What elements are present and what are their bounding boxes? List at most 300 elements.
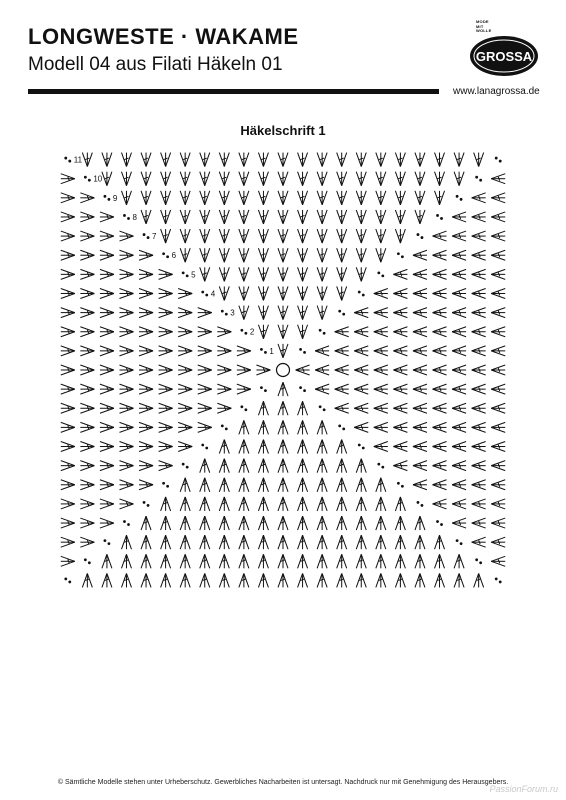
stitch-symbol-left [433, 442, 447, 452]
stitch-symbol-down [395, 153, 405, 167]
stitch-symbol-up [415, 535, 425, 549]
stitch-symbol-right [119, 442, 133, 452]
stitch-symbol-down [258, 153, 268, 167]
stitch-symbol-down [180, 153, 190, 167]
stitch-symbol-down [337, 191, 347, 205]
stitch-symbol-left [452, 365, 466, 375]
stitch-symbol-up [395, 535, 405, 549]
stitch-symbol-up [102, 573, 112, 587]
stitch-symbol-down [239, 306, 249, 320]
stitch-symbol-up [435, 535, 445, 549]
stitch-symbol-down [200, 267, 210, 281]
chain-dot [397, 482, 400, 485]
chain-dot [147, 504, 150, 507]
stitch-symbol-left [433, 461, 447, 471]
stitch-symbol-down [200, 172, 210, 186]
stitch-symbol-up [278, 382, 288, 396]
stitch-symbol-down [239, 172, 249, 186]
stitch-symbol-up [376, 516, 386, 530]
stitch-symbol-right [100, 308, 114, 318]
stitch-symbol-up [121, 554, 131, 568]
chain-dot [338, 424, 341, 427]
stitch-symbol-down [258, 267, 268, 281]
stitch-symbol-up [435, 554, 445, 568]
stitch-symbol-down [200, 191, 210, 205]
stitch-symbol-right [139, 480, 153, 490]
stitch-symbol-up [219, 459, 229, 473]
stitch-symbol-right [100, 499, 114, 509]
stitch-symbol-left [491, 269, 505, 279]
stitch-symbol-up [161, 554, 171, 568]
stitch-symbol-down [356, 153, 366, 167]
stitch-symbol-left [433, 384, 447, 394]
stitch-symbol-down [317, 191, 327, 205]
stitch-symbol-right [80, 193, 94, 203]
stitch-symbol-up [298, 516, 308, 530]
stitch-symbol-left [433, 231, 447, 241]
stitch-symbol-left [491, 480, 505, 490]
brand-tagline-line: MODE [476, 19, 489, 24]
stitch-symbol-up [239, 535, 249, 549]
chain-dot [123, 520, 126, 523]
chain-dot [362, 447, 365, 450]
stitch-symbol-down [395, 172, 405, 186]
stitch-symbol-left [374, 308, 388, 318]
stitch-symbol-left [433, 499, 447, 509]
stitch-symbol-right [119, 288, 133, 298]
chain-dot [358, 291, 361, 294]
chain-dot [182, 463, 185, 466]
stitch-symbol-right [61, 365, 75, 375]
stitch-symbol-right [80, 288, 94, 298]
stitch-symbol-up [180, 516, 190, 530]
chain-dot [475, 558, 478, 561]
stitch-symbol-left [413, 422, 427, 432]
stitch-symbol-down [239, 210, 249, 224]
chain-dot [225, 427, 228, 430]
stitch-symbol-right [159, 403, 173, 413]
stitch-symbol-left [472, 193, 486, 203]
chain-dot [143, 233, 146, 236]
stitch-symbol-down [278, 210, 288, 224]
stitch-symbol-left [491, 308, 505, 318]
brand-url[interactable]: www.lanagrossa.de [453, 86, 540, 97]
stitch-symbol-down [337, 286, 347, 300]
stitch-symbol-down [298, 267, 308, 281]
stitch-symbol-down [102, 172, 112, 186]
stitch-symbol-right [256, 365, 270, 375]
stitch-symbol-left [374, 422, 388, 432]
stitch-symbol-left [452, 461, 466, 471]
stitch-symbol-down [376, 229, 386, 243]
stitch-symbol-right [100, 442, 114, 452]
stitch-symbol-right [80, 327, 94, 337]
stitch-symbol-left [491, 403, 505, 413]
stitch-symbol-down [356, 248, 366, 262]
stitch-symbol-left [452, 499, 466, 509]
stitch-symbol-up [356, 497, 366, 511]
chain-dot [162, 482, 165, 485]
watermark: PassionForum.ru [489, 784, 558, 794]
stitch-symbol-up [239, 459, 249, 473]
stitch-symbol-right [80, 480, 94, 490]
stitch-symbol-up [298, 478, 308, 492]
stitch-symbol-right [80, 403, 94, 413]
header-rule [28, 89, 439, 94]
stitch-symbol-right [61, 403, 75, 413]
chain-dot [401, 255, 404, 258]
stitch-symbol-down [298, 286, 308, 300]
stitch-symbol-left [413, 461, 427, 471]
stitch-symbol-down [161, 229, 171, 243]
stitch-symbol-down [258, 286, 268, 300]
stitch-symbol-up [454, 573, 464, 587]
stitch-symbol-left [472, 499, 486, 509]
stitch-symbol-up [337, 440, 347, 454]
stitch-symbol-up [337, 459, 347, 473]
stitch-symbol-up [278, 573, 288, 587]
stitch-symbol-right [198, 327, 212, 337]
stitch-symbol-up [298, 573, 308, 587]
stitch-symbol-down [278, 248, 288, 262]
stitch-symbol-down [356, 229, 366, 243]
stitch-symbol-right [100, 518, 114, 528]
stitch-symbol-down [376, 172, 386, 186]
stitch-symbol-left [433, 308, 447, 318]
chain-dot [84, 558, 87, 561]
stitch-symbol-up [161, 516, 171, 530]
stitch-symbol-down [395, 210, 405, 224]
chain-dot [499, 581, 502, 584]
stitch-symbol-down [239, 248, 249, 262]
chain-dot [495, 578, 498, 581]
brand-tagline-line: WOLLE [476, 28, 492, 33]
chain-dot [88, 561, 91, 564]
stitch-symbol-left [452, 288, 466, 298]
chain-dot [436, 520, 439, 523]
stitch-symbol-left [393, 288, 407, 298]
chain-dot [338, 310, 341, 313]
chain-dot [264, 389, 267, 392]
stitch-symbol-up [395, 573, 405, 587]
stitch-symbol-down [278, 153, 288, 167]
chain-dot [319, 405, 322, 408]
chain-dot [319, 329, 322, 332]
stitch-symbol-up [356, 535, 366, 549]
stitch-symbol-left [491, 384, 505, 394]
row-number-label: 1 [269, 346, 274, 356]
stitch-symbol-right [198, 403, 212, 413]
stitch-symbol-right [100, 365, 114, 375]
stitch-symbol-left [374, 442, 388, 452]
chain-dot [201, 444, 204, 447]
stitch-symbol-up [376, 497, 386, 511]
stitch-symbol-up [258, 497, 268, 511]
stitch-symbol-left [433, 288, 447, 298]
stitch-symbol-up [278, 459, 288, 473]
stitch-symbol-up [317, 478, 327, 492]
stitch-symbol-down [258, 172, 268, 186]
stitch-symbol-down [121, 191, 131, 205]
stitch-symbol-left [491, 556, 505, 566]
stitch-symbol-down [415, 191, 425, 205]
stitch-symbol-up [141, 554, 151, 568]
chain-dot [108, 542, 111, 545]
stitch-symbol-left [472, 537, 486, 547]
stitch-symbol-left [374, 403, 388, 413]
stitch-symbol-up [278, 535, 288, 549]
stitch-symbol-left [491, 499, 505, 509]
row-number-label: 9 [112, 193, 118, 203]
footer-copyright: © Sämtliche Modelle stehen unter Urheberschutz. Gewerbliches Nacharbeiten ist untersagt. Nachdruck nur mit Genehmigung des Herausgebers. [57, 779, 509, 786]
chain-dot [479, 179, 482, 182]
stitch-symbol-right [237, 365, 251, 375]
stitch-symbol-down [454, 172, 464, 186]
stitch-symbol-up [454, 554, 464, 568]
stitch-symbol-right [119, 231, 133, 241]
stitch-symbol-up [376, 478, 386, 492]
stitch-symbol-down [337, 248, 347, 262]
stitch-symbol-left [452, 231, 466, 241]
stitch-symbol-right [80, 250, 94, 260]
stitch-symbol-down [435, 191, 445, 205]
stitch-symbol-right [61, 174, 75, 184]
stitch-symbol-left [452, 250, 466, 260]
stitch-symbol-down [376, 153, 386, 167]
stitch-symbol-up [180, 497, 190, 511]
stitch-symbol-up [317, 497, 327, 511]
stitch-symbol-down [454, 153, 464, 167]
stitch-symbol-down [219, 172, 229, 186]
stitch-symbol-right [217, 346, 231, 356]
stitch-symbol-up [239, 420, 249, 434]
stitch-symbol-right [139, 384, 153, 394]
stitch-symbol-left [491, 422, 505, 432]
chain-dot [68, 160, 71, 163]
stitch-symbol-down [278, 172, 288, 186]
stitch-symbol-left [393, 384, 407, 394]
stitch-symbol-down [415, 172, 425, 186]
stitch-symbol-up [317, 554, 327, 568]
stitch-symbol-down [161, 191, 171, 205]
chain-dot [260, 348, 263, 351]
chain-dot [186, 274, 189, 277]
stitch-symbol-right [61, 422, 75, 432]
stitch-symbol-right [100, 403, 114, 413]
stitch-symbol-right [198, 365, 212, 375]
stitch-symbol-left [393, 422, 407, 432]
stitch-symbol-down [278, 286, 288, 300]
stitch-symbol-up [356, 459, 366, 473]
stitch-symbol-up [298, 497, 308, 511]
stitch-symbol-left [452, 269, 466, 279]
stitch-symbol-up [278, 497, 288, 511]
stitch-symbol-left [452, 384, 466, 394]
stitch-symbol-up [278, 554, 288, 568]
stitch-symbol-up [337, 516, 347, 530]
stitch-symbol-right [237, 346, 251, 356]
stitch-symbol-down [219, 229, 229, 243]
chain-dot [260, 386, 263, 389]
stitch-symbol-up [258, 459, 268, 473]
stitch-symbol-left [472, 346, 486, 356]
stitch-symbol-right [139, 403, 153, 413]
stitch-symbol-down [298, 210, 308, 224]
stitch-symbol-left [491, 346, 505, 356]
stitch-symbol-up [121, 535, 131, 549]
chain-dot [417, 233, 420, 236]
stitch-symbol-up [474, 573, 484, 587]
stitch-symbol-right [61, 518, 75, 528]
stitch-symbol-right [80, 499, 94, 509]
crochet-chart [58, 150, 508, 590]
stitch-symbol-up [219, 573, 229, 587]
stitch-symbol-right [178, 365, 192, 375]
stitch-symbol-right [100, 269, 114, 279]
stitch-symbol-down [298, 306, 308, 320]
stitch-symbol-down [219, 153, 229, 167]
stitch-symbol-left [413, 365, 427, 375]
stitch-symbol-up [239, 497, 249, 511]
stitch-symbol-up [317, 516, 327, 530]
stitch-symbol-down [298, 172, 308, 186]
stitch-symbol-up [82, 573, 92, 587]
stitch-symbol-down [141, 153, 151, 167]
stitch-symbol-right [139, 327, 153, 337]
stitch-symbol-left [413, 403, 427, 413]
stitch-symbol-up [298, 440, 308, 454]
stitch-symbol-right [61, 212, 75, 222]
stitch-symbol-up [219, 440, 229, 454]
stitch-symbol-left [354, 327, 368, 337]
stitch-symbol-right [217, 327, 231, 337]
chain-dot [460, 198, 463, 201]
stitch-symbol-down [161, 210, 171, 224]
stitch-symbol-right [100, 384, 114, 394]
stitch-symbol-right [139, 288, 153, 298]
stitch-symbol-left [354, 346, 368, 356]
stitch-symbol-down [376, 248, 386, 262]
stitch-symbol-up [200, 554, 210, 568]
chain-dot [303, 351, 306, 354]
stitch-symbol-up [258, 516, 268, 530]
stitch-symbol-right [80, 346, 94, 356]
stitch-symbol-left [472, 365, 486, 375]
chain-dot [240, 405, 243, 408]
stitch-symbol-left [452, 346, 466, 356]
chain-dot [421, 504, 424, 507]
stitch-symbol-down [317, 172, 327, 186]
stitch-symbol-left [491, 288, 505, 298]
stitch-symbol-right [61, 556, 75, 566]
stitch-symbol-left [335, 384, 349, 394]
stitch-symbol-up [258, 440, 268, 454]
stitch-symbol-up [161, 573, 171, 587]
stitch-symbol-right [217, 384, 231, 394]
stitch-symbol-left [491, 461, 505, 471]
chain-dot [377, 463, 380, 466]
stitch-symbol-up [337, 554, 347, 568]
stitch-symbol-up [376, 554, 386, 568]
chain-dot [127, 523, 130, 526]
stitch-symbol-left [433, 422, 447, 432]
stitch-symbol-down [200, 248, 210, 262]
stitch-symbol-right [100, 461, 114, 471]
stitch-symbol-down [258, 306, 268, 320]
stitch-symbol-down [258, 325, 268, 339]
stitch-symbol-right [61, 384, 75, 394]
stitch-symbol-up [200, 535, 210, 549]
chain-dot [381, 466, 384, 469]
stitch-symbol-left [393, 461, 407, 471]
stitch-symbol-right [139, 269, 153, 279]
stitch-symbol-right [217, 365, 231, 375]
stitch-symbol-down [239, 286, 249, 300]
stitch-symbol-right [178, 403, 192, 413]
stitch-symbol-up [219, 478, 229, 492]
stitch-symbol-right [159, 442, 173, 452]
chain-dot [84, 176, 87, 179]
stitch-symbol-down [141, 191, 151, 205]
stitch-symbol-left [413, 250, 427, 260]
stitch-symbol-right [119, 250, 133, 260]
chain-dot [421, 236, 424, 239]
chain-dot [440, 523, 443, 526]
stitch-symbol-down [317, 286, 327, 300]
stitch-symbol-right [159, 288, 173, 298]
stitch-symbol-up [219, 497, 229, 511]
stitch-symbol-left [472, 518, 486, 528]
stitch-symbol-left [433, 327, 447, 337]
stitch-symbol-down [219, 248, 229, 262]
stitch-symbol-left [413, 442, 427, 452]
stitch-symbol-down [219, 191, 229, 205]
stitch-symbol-down [356, 191, 366, 205]
stitch-symbol-left [452, 480, 466, 490]
stitch-symbol-up [356, 516, 366, 530]
stitch-symbol-up [395, 554, 405, 568]
stitch-symbol-up [278, 516, 288, 530]
stitch-symbol-left [452, 518, 466, 528]
stitch-symbol-right [178, 288, 192, 298]
stitch-symbol-down [356, 172, 366, 186]
stitch-symbol-right [217, 403, 231, 413]
stitch-symbol-down [337, 229, 347, 243]
stitch-symbol-down [298, 325, 308, 339]
stitch-symbol-left [433, 403, 447, 413]
stitch-symbol-down [258, 191, 268, 205]
stitch-symbol-left [452, 212, 466, 222]
stitch-symbol-right [139, 422, 153, 432]
stitch-symbol-left [472, 384, 486, 394]
chain-dot [104, 195, 107, 198]
stitch-symbol-up [161, 535, 171, 549]
stitch-symbol-down [298, 248, 308, 262]
stitch-symbol-up [239, 478, 249, 492]
stitch-symbol-right [198, 384, 212, 394]
chain-dot [166, 255, 169, 258]
stitch-symbol-down [337, 210, 347, 224]
stitch-symbol-right [61, 308, 75, 318]
stitch-symbol-right [100, 250, 114, 260]
stitch-symbol-up [415, 573, 425, 587]
stitch-symbol-up [219, 516, 229, 530]
stitch-symbol-left [491, 193, 505, 203]
stitch-symbol-up [298, 554, 308, 568]
stitch-symbol-left [374, 346, 388, 356]
chain-dot [225, 313, 228, 316]
chain-dot [127, 217, 130, 220]
